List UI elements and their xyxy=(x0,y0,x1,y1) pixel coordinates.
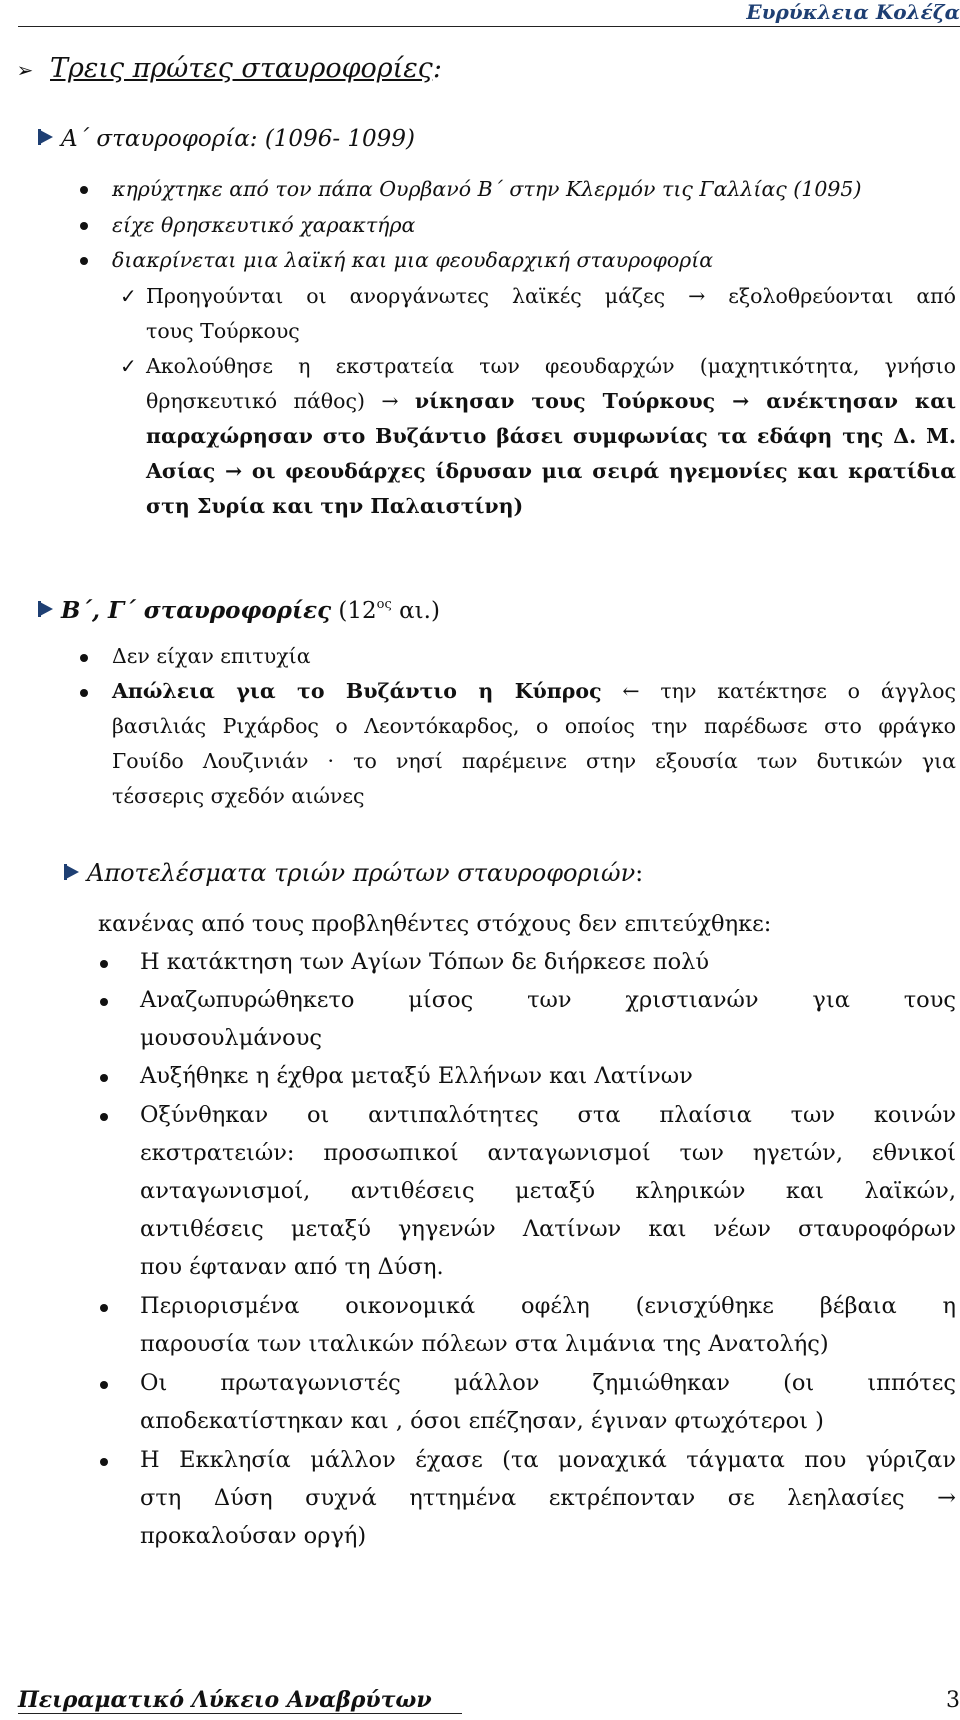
arrowhead-icon: ➢ xyxy=(16,58,34,82)
section-a-bullet-3: διακρίνεται μια λαϊκή και μια φεουδαρχική σταυροφορία xyxy=(112,248,714,272)
results-bullet-6-line-2: αποδεκατίστηκαν και , όσοι επέζησαν, έγιναν φτωχότεροι ) xyxy=(140,1408,824,1434)
check-1-line-2: τους Τούρκους xyxy=(146,319,300,343)
results-bullet-3: Αυξήθηκε η έχθρα μεταξύ Ελλήνων και Λατίνων xyxy=(140,1063,693,1089)
bullet-icon xyxy=(100,998,108,1006)
check-2-line-1: Ακολούθησε η εκστρατεία των φεουδαρχών (μαχητικότητα, γνήσιο xyxy=(146,354,956,378)
check-2-line-5: στη Συρία και την Παλαιστίνη) xyxy=(146,494,524,518)
footer-school: Πειραματικό Λύκειο Αναβρύτων xyxy=(18,1687,462,1714)
bullet-icon xyxy=(80,222,88,230)
bullet-icon xyxy=(80,257,88,265)
results-bullet-2-line-2: μουσουλμάνους xyxy=(140,1025,323,1051)
results-intro: κανένας από τους προβληθέντες στόχους δεν επιτεύχθηκε: xyxy=(98,911,772,937)
section-bc-bullet-2-line-4: τέσσερις σχεδόν αιώνες xyxy=(112,784,365,808)
section-bc-bullet-1: Δεν είχαν επιτυχία xyxy=(112,644,311,668)
main-heading-suffix: : xyxy=(432,53,442,84)
main-heading xyxy=(0,52,442,87)
bullet-icon xyxy=(100,1304,108,1312)
results-bullet-5-line-1: Περιορισμένα οικονομικά οφέλη (ενισχύθηκε βέβαια η xyxy=(140,1293,956,1319)
section-a-heading xyxy=(38,124,415,154)
section-bc-bullet-2-line-1 xyxy=(112,678,956,704)
bullet-icon xyxy=(80,654,88,662)
results-bullet-4-line-4: αντιθέσεις μεταξύ γηγενών Λατίνων και νέων σταυροφόρων xyxy=(140,1216,956,1242)
bullet-icon xyxy=(100,1458,108,1466)
check-2-line-2-bold: νίκησαν τους Τούρκους → ανέκτησαν και xyxy=(414,389,956,413)
results-bullet-4-line-2: εκστρατειών: προσωπικοί ανταγωνισμοί των ηγετών, εθνικοί xyxy=(140,1140,956,1166)
results-bullet-7-line-2: στη Δύση συχνά ηττημένα εκτρέπονταν σε λεηλασίες → xyxy=(140,1485,956,1511)
results-suffix: : xyxy=(635,859,644,887)
bullet-icon xyxy=(100,1381,108,1389)
results-heading xyxy=(64,858,643,888)
results-bullet-2-line-1: Αναζωπυρώθηκετο μίσος των χριστιανών για τους xyxy=(140,987,956,1013)
check-2-line-2 xyxy=(146,388,956,414)
bullet-icon xyxy=(100,1074,108,1082)
triangle-bullet-icon xyxy=(38,129,53,145)
bullet-icon xyxy=(100,1113,108,1121)
section-a-title: Α΄ σταυροφορία xyxy=(61,126,250,152)
results-bullet-4-line-5: που έφταναν από τη Δύση. xyxy=(140,1254,444,1280)
section-bc-paren-close: αι.) xyxy=(391,598,440,624)
results-bullet-5-line-2: παρουσία των ιταλικών πόλεων στα λιμάνια της Ανατολής) xyxy=(140,1331,829,1357)
check-1-line-1: Προηγούνται οι ανοργάνωτες λαϊκές μάζες → εξολοθρεύονται από xyxy=(146,284,956,308)
bullet-icon xyxy=(80,689,88,697)
page-number: 3 xyxy=(946,1688,960,1713)
results-bullet-1: Η κατάκτηση των Αγίων Τόπων δε διήρκεσε πολύ xyxy=(140,949,710,975)
page-header xyxy=(18,0,960,27)
checkmark-icon: ✓ xyxy=(120,354,137,378)
checkmark-icon: ✓ xyxy=(120,284,137,308)
header-author: Ευρύκλεια Κολέζα xyxy=(746,0,960,24)
section-bc-heading xyxy=(38,590,440,626)
results-bullet-7-line-1: Η Εκκλησία μάλλον έχασε (τα μοναχικά τάγματα που γύριζαν xyxy=(140,1447,956,1473)
results-bullet-4-line-3: ανταγωνισμοί, αντιθέσεις μεταξύ κληρικών και λαϊκών, xyxy=(140,1178,956,1204)
page-footer xyxy=(18,1680,960,1720)
section-bc-title: Β΄, Γ΄ σταυροφορίες xyxy=(61,597,332,624)
check-2-line-2-normal: θρησκευτικό πάθος) → xyxy=(146,389,415,413)
triangle-bullet-icon xyxy=(38,601,53,617)
section-a-bullet-2: είχε θρησκευτικό χαρακτήρα xyxy=(112,213,416,237)
results-bullet-7-line-3: προκαλούσαν οργή) xyxy=(140,1523,367,1549)
check-2-line-3: παραχώρησαν στο Βυζάντιο βάσει συμφωνίας τα εδάφη της Δ. Μ. xyxy=(146,424,956,448)
results-bullet-6-line-1: Οι πρωταγωνιστές μάλλον ζημιώθηκαν (οι ιππότες xyxy=(140,1370,956,1396)
section-bc-bullet-2-line-3: Γουίδο Λουζινιάν · το νησί παρέμεινε στην εξουσία των δυτικών για xyxy=(112,749,956,773)
section-bc-bullet-2-line-2: βασιλιάς Ριχάρδος ο Λεοντόκαρδος, ο οποίος την παρέδωσε στο φράγκο xyxy=(112,714,956,738)
section-bc-paren-open: (12 xyxy=(331,598,377,624)
section-a-bullet-1: κηρύχτηκε από τον πάπα Ουρβανό Β΄ στην Κλερμόν τις Γαλλίας (1095) xyxy=(112,177,862,201)
bullet-icon xyxy=(80,186,88,194)
results-title: Αποτελέσματα τριών πρώτων σταυροφοριών xyxy=(87,859,636,887)
section-a-dates: : (1096- 1099) xyxy=(249,126,415,152)
bullet-icon xyxy=(100,960,108,968)
section-bc-sup: ος xyxy=(376,597,392,612)
check-2-line-4: Ασίας → οι φεουδάρχες ίδρυσαν μια σειρά ηγεμονίες και κρατίδια xyxy=(146,459,956,483)
section-bc-bullet-2-rest: ← την κατέκτησε ο άγγλος xyxy=(622,679,956,703)
triangle-bullet-icon xyxy=(64,864,79,880)
results-bullet-4-line-1: Οξύνθηκαν οι αντιπαλότητες στα πλαίσια των κοινών xyxy=(140,1102,956,1128)
section-bc-bullet-2-bold: Απώλεια για το Βυζάντιο η Κύπρος xyxy=(112,679,602,703)
main-heading-title: Τρεις πρώτες σταυροφορίες xyxy=(50,53,433,84)
